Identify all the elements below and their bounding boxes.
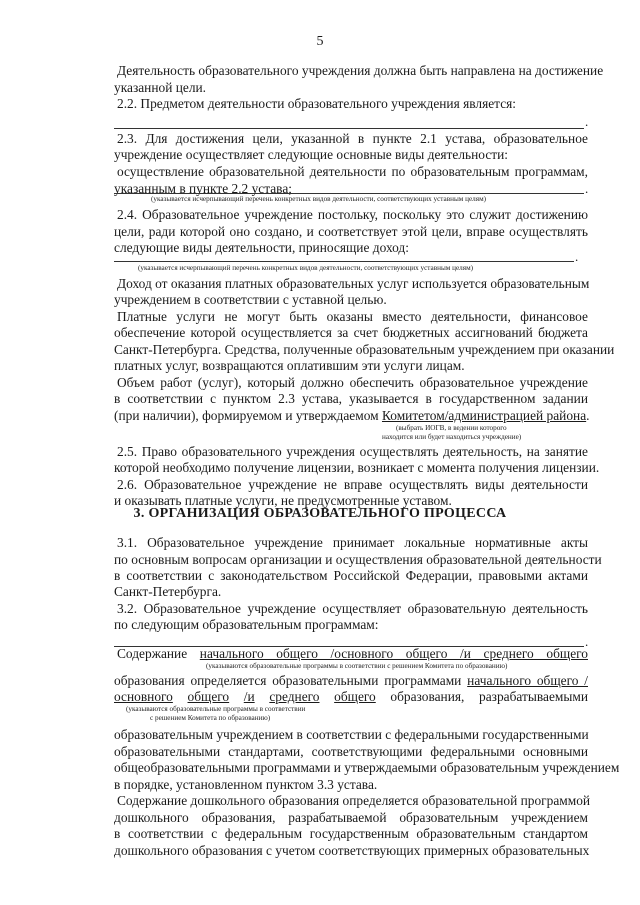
text-line: 2.3. Для достижения цели, указанной в пункте 2.1 устава, образовательное	[117, 131, 588, 146]
footnote-caption: (указываются образовательные программы в соответствии с решением Комитета по образованию)	[206, 662, 508, 670]
text-line: в порядке, установленном пунктом 3.3 устава.	[114, 777, 378, 792]
program-name: /и	[243, 689, 255, 704]
text-line: указанной цели.	[114, 80, 207, 95]
footnote-caption: с решением Комитета по образованию)	[150, 714, 271, 722]
text-line	[117, 646, 588, 662]
text-line: 2.2. Предметом деятельности образовательного учреждения является:	[117, 96, 517, 111]
text-span: образования,	[390, 689, 465, 704]
footnote-caption: (указывается исчерпывающий перечень конкретных видов деятельности, соответствующих уставным целям)	[138, 264, 474, 272]
text-line: 3.1. Образовательное учреждение принимает локальные нормативные акты	[117, 535, 588, 550]
text-line: осуществление образовательной деятельности по образовательным программам,	[117, 164, 588, 179]
text-line: обеспечение которой осуществляется за счет бюджетных ассигнований бюджета	[114, 325, 588, 340]
program-name: общего	[187, 689, 230, 704]
text-line: в соответствии с законодательством Российской Федерации, правовыми актами	[114, 568, 588, 583]
text-line: цели, ради которой оно создано, и соответствует этой цели, вправе осуществлять	[114, 224, 588, 239]
text-span: .	[586, 408, 590, 423]
program-name: общего	[334, 689, 376, 704]
text-line: общеобразовательными программами и утверждаемыми образовательным учреждением	[114, 760, 620, 775]
fill-in-line	[114, 128, 584, 129]
text-line: Доход от оказания платных образовательных услуг используется образовательным	[117, 276, 590, 291]
page-number: 5	[316, 34, 324, 49]
text-line: учреждением в соответствии с уставной целью.	[114, 292, 387, 307]
text-line	[114, 673, 588, 689]
program-name: основного	[114, 689, 173, 704]
text-span: (при наличии), формируемом и утверждаемом	[114, 408, 382, 423]
footnote-caption: (указываются образовательные программы в соответствии	[126, 705, 306, 713]
text-line	[114, 689, 588, 705]
text-line: и оказывать платные услуги, не предусмотренные уставом.	[114, 493, 452, 508]
text-line: по следующим образовательным программам:	[114, 617, 379, 632]
text-span: Содержание	[117, 646, 200, 661]
text-line: Санкт-Петербурга. Средства, полученные образовательным учреждением при оказании	[114, 342, 615, 357]
text-line: образовательными стандартами, соответствующими федеральными основными	[114, 744, 588, 759]
footnote-caption: (выбрать ИОГВ, в ведении которого	[396, 424, 507, 432]
line-end-dot: .	[585, 634, 589, 649]
program-name: среднего	[269, 689, 320, 704]
text-line: Платные услуги не могут быть оказаны вместо деятельности, финансовое	[117, 309, 588, 324]
text-line: 3.2. Образовательное учреждение осуществляет образовательную деятельность	[117, 601, 588, 616]
line-end-dot: .	[575, 249, 579, 264]
text-line: дошкольного образования с учетом соответствующих примерных образовательных	[114, 843, 590, 858]
line-end-dot: .	[585, 181, 589, 196]
text-span: образования определяется образовательными программами	[114, 673, 468, 688]
text-line: Санкт-Петербурга.	[114, 584, 222, 599]
authority-name: Комитетом/администрацией района	[381, 408, 587, 423]
text-line: 2.5. Право образовательного учреждения осуществлять деятельность, на занятие	[117, 444, 588, 459]
text-line: которой необходимо получение лицензии, возникает с момента получения лицензии.	[114, 460, 600, 475]
program-name: основного общего /и среднего общего	[334, 646, 588, 661]
text-line: в соответствии с федеральным государственным образовательным стандартом	[114, 826, 588, 841]
text-span: разрабатываемыми	[479, 689, 588, 704]
text-line: по основным вопросам организации и осуществления образовательной деятельности	[114, 552, 602, 567]
footnote-caption: (указывается исчерпывающий перечень конкретных видов деятельности, соответствующих уставным целям)	[151, 195, 487, 203]
text-line: образовательным учреждением в соответствии с федеральными государственными	[114, 727, 589, 742]
text-line: Объем работ (услуг), который должно обеспечить образовательное учреждение	[117, 375, 588, 390]
program-name: начального общего /	[467, 673, 588, 688]
text-line: следующие виды деятельности, приносящие доход:	[114, 240, 409, 255]
fill-in-line	[114, 193, 584, 194]
text-line: указанным в пункте 2.2 устава;	[114, 181, 292, 196]
program-name: начального общего /	[199, 646, 335, 661]
text-line: в соответствии с пунктом 2.3 устава, указывается в государственном задании	[114, 391, 588, 406]
text-line: учреждение осуществляет следующие основные виды деятельности:	[114, 147, 509, 162]
text-line	[114, 408, 588, 424]
text-line: платных услуг, возвращаются оплатившим эти услуги лицам.	[114, 358, 465, 373]
text-line: 2.4. Образовательное учреждение постольку, поскольку это служит достижению	[117, 207, 588, 222]
text-line: Деятельность образовательного учреждения должна быть направлена на достижение	[117, 63, 604, 78]
section-heading: 3. ОРГАНИЗАЦИЯ ОБРАЗОВАТЕЛЬНОГО ПРОЦЕССА	[133, 506, 507, 521]
text-line: дошкольного образования, разрабатываемой образовательным учреждением	[114, 810, 588, 825]
fill-in-line	[114, 261, 574, 262]
text-line: Содержание дошкольного образования определяется образовательной программой	[117, 793, 591, 808]
line-end-dot: .	[585, 114, 589, 129]
footnote-caption: находится или будет находиться учреждение)	[382, 433, 522, 441]
text-line: 2.6. Образовательное учреждение не вправе осуществлять виды деятельности	[117, 477, 588, 492]
